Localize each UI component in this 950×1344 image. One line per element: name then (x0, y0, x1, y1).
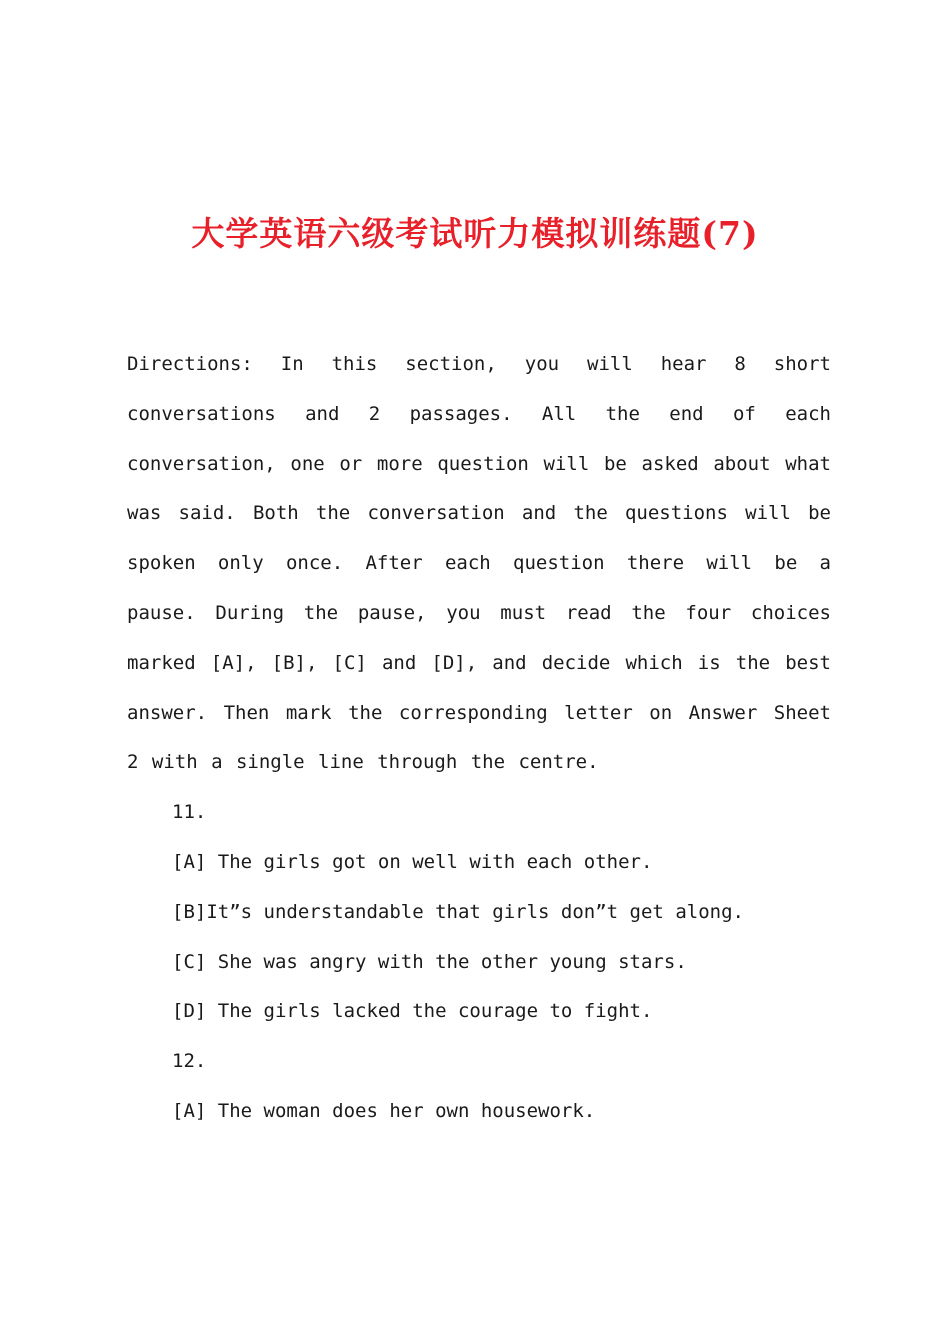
directions-paragraph: Directions: In this section, you will hear 8 short conversations and 2 passages. All the end of each conversation, one or more question will be asked about what was said. Both the conversation and the questions will be spoken only once. After each question there will be a pause. During the pause, you must read the four choices marked [A], [B], [C] and [D], and decide which is the best answer. Then mark the corresponding letter on Answer Sheet 2 with a single line through the centre. (127, 353, 831, 774)
question-11-number: 11. (172, 801, 207, 824)
question-11-option-b: [B]It”s understandable that girls don”t get along. (172, 900, 744, 923)
question-11-option-a: [A] The girls got on well with each other. (172, 850, 653, 873)
document-title: 大学英语六级考试听力模拟训练题(7) (191, 214, 759, 253)
question-11 (127, 788, 831, 1037)
question-11-option-c: [C] She was angry with the other young stars. (172, 950, 687, 973)
question-12 (127, 1037, 831, 1137)
question-11-option-d: [D] The girls lacked the courage to fight. (172, 1000, 653, 1023)
document-body (127, 340, 831, 1137)
question-12-option-a: [A] The woman does her own housework. (172, 1099, 596, 1122)
question-12-number: 12. (172, 1050, 207, 1073)
